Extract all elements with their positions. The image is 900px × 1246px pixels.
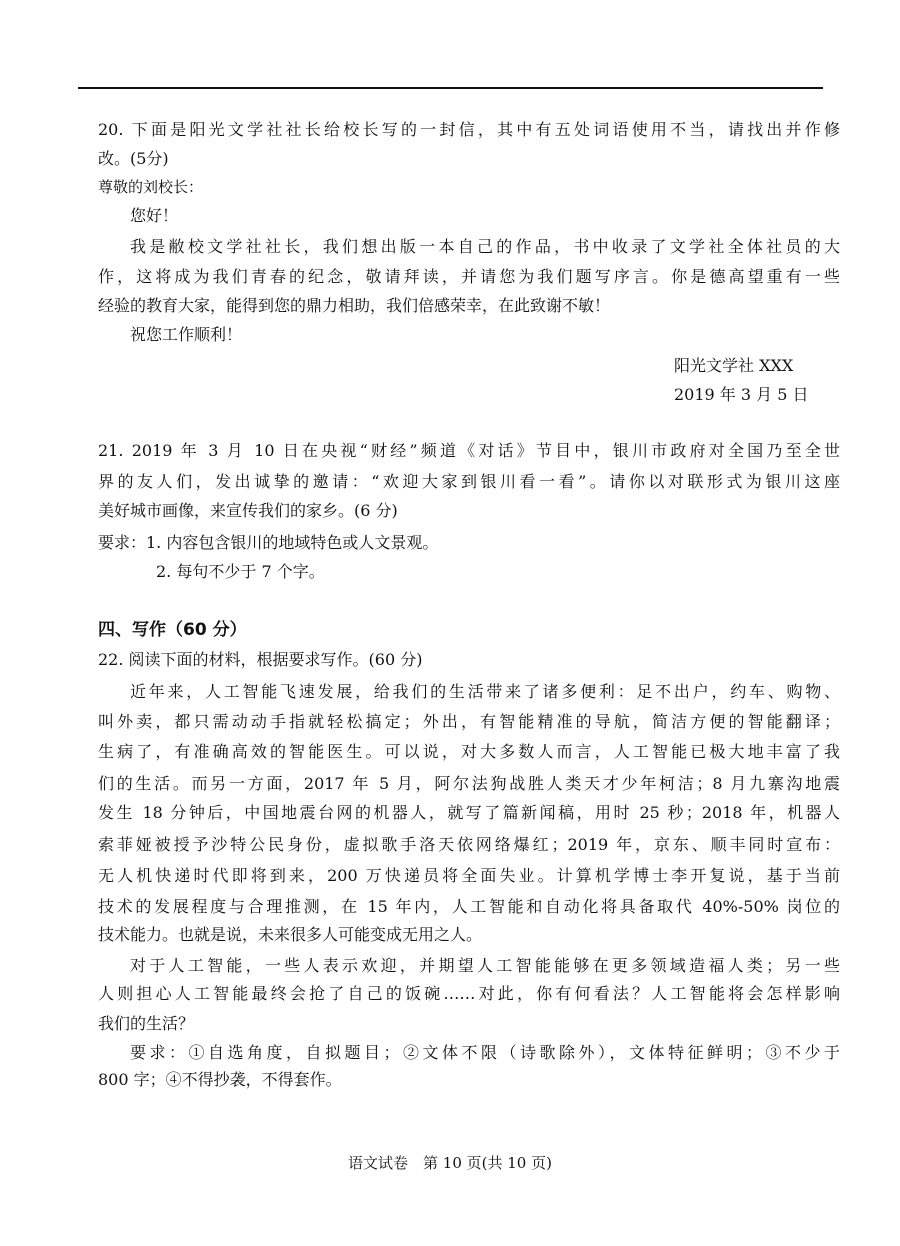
letter-signature: 阳光文学社 XXX [674,356,794,375]
top-rule [78,87,823,89]
letter-closing: 祝您工作顺利！ [130,325,243,344]
letter-greeting: 您好！ [130,206,179,225]
material-line: 叫外卖，都只需动动手指就轻松搞定；外出，有智能精准的导航，简洁方便的智能翻译； [98,712,840,731]
section-title: 四、写作（60 分） [98,620,247,640]
q21-requirement: 要求：1. 内容包含银川的地域特色或人文景观。 [98,533,439,552]
letter-body-line: 作，这将成为我们青春的纪念，敬请拜读，并请您为我们题写序言。你是德高望重有一些 [98,267,840,286]
material-line: 我们的生活？ [98,1014,195,1033]
material-line: 生病了，有准确高效的智能医生。可以说，对大多数人而言，人工智能已极大地丰富了我 [98,742,840,761]
material-line: 人则担心人工智能最终会抢了自己的饭碗……对此，你有何看法？人工智能将会怎样影响 [98,984,840,1003]
q20-line: 改。(5分) [98,149,169,168]
material-line: 无人机快递时代即将到来，200 万快递员将全面失业。计算机学博士李开复说，基于当前 [98,866,840,885]
letter-date: 2019 年 3 月 5 日 [674,385,809,404]
q21-line: 21. 2019 年 3 月 10 日在央视“财经”频道《对话》节目中，银川市政府对全国乃至全世 [98,441,840,460]
writing-requirements: 要求：①自选角度，自拟题目；②文体不限（诗歌除外），文体特征鲜明；③不少于 [130,1043,840,1062]
q21-line: 界的友人们，发出诚挚的邀请：“欢迎大家到银川看一看”。请你以对联形式为银川这座 [98,472,840,491]
material-line: 技术的发展程度与合理推测，在 15 年内，人工智能和自动化将具备取代 40%-50% 岗位的 [98,897,840,916]
material-line: 索菲娅被授予沙特公民身份，虚拟歌手洛天依网络爆红；2019 年，京东、顺丰同时宣布： [98,835,840,854]
q21-requirement: 2. 每句不少于 7 个字。 [156,562,325,581]
material-line: 技术能力。也就是说，未来很多人可能变成无用之人。 [98,925,483,944]
q20-line: 20. 下面是阳光文学社社长给校长写的一封信，其中有五处词语使用不当，请找出并作修 [98,120,840,139]
material-line: 们的生活。而另一方面，2017 年 5 月，阿尔法狗战胜人类天才少年柯洁；8 月九寨沟地震 [98,774,840,793]
material-line: 对于人工智能，一些人表示欢迎，并期望人工智能能够在更多领域造福人类；另一些 [130,956,840,975]
q21-line: 美好城市画像，来宣传我们的家乡。(6 分) [98,501,398,520]
q22-prompt: 22. 阅读下面的材料，根据要求写作。(60 分) [98,650,423,669]
material-line: 发生 18 分钟后，中国地震台网的机器人，就写了篇新闻稿，用时 25 秒；2018 年，机器人 [98,803,840,822]
writing-requirements: 800 字；④不得抄袭，不得套作。 [98,1070,342,1089]
letter-salutation: 尊敬的刘校长： [98,178,204,196]
letter-body-line: 我是敝校文学社社长，我们想出版一本自己的作品，书中收录了文学社全体社员的大 [130,237,840,256]
material-line: 近年来，人工智能飞速发展，给我们的生活带来了诸多便利：足不出户，约车、购物、 [130,682,840,701]
page-footer: 语文试卷 第 10 页(共 10 页) [348,1154,552,1172]
letter-body-line: 经验的教育大家，能得到您的鼎力相助，我们倍感荣幸，在此致谢不敏！ [98,296,611,315]
